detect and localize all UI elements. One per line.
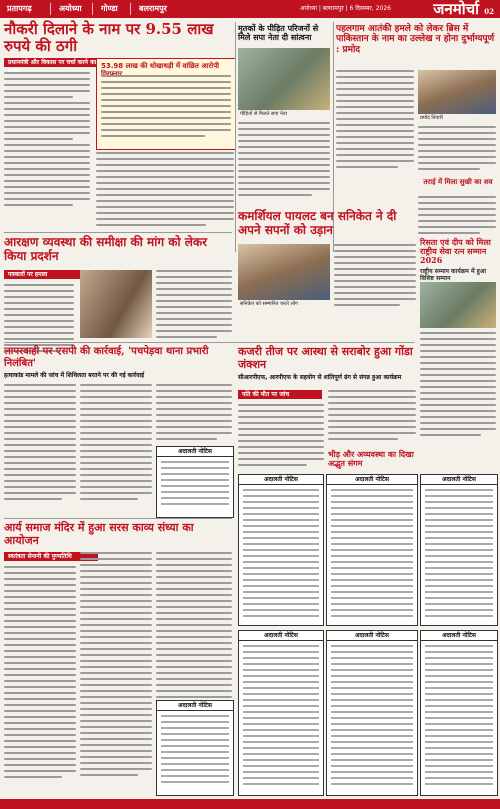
pahalgam-body: [336, 70, 414, 172]
pilot-photo: [238, 244, 330, 300]
lapar-headline: लापरवाही पर एसपी की कार्रवाई, 'पचपेड़वा थाना प्रभारी निलंबित': [4, 346, 209, 369]
court-notice: [326, 630, 418, 796]
court-notice-title: अदालती नोटिस: [421, 475, 497, 485]
court-notice: [420, 630, 498, 796]
seva-ratna-photo: [420, 282, 496, 328]
court-notice-title: अदालती नोटिस: [157, 701, 233, 711]
nav-item-balrampur[interactable]: बलरामपुर: [139, 4, 167, 13]
court-notice-title: अदालती नोटिस: [157, 447, 233, 457]
seva-ratna-sub: राष्ट्रीय सम्मान कार्यक्रम में हुआ विशिष्ट सम्मान: [420, 268, 486, 283]
pahalgam-headline: पहलगाम आतंकी हमले को लेकर ब्रिस में पाकिस्तान के नाम का उल्लेख न होना दुर्भाग्यपूर्ण : प्रमोद: [336, 24, 495, 55]
bhid-headline: भीड़ और अव्यवस्था का दिखा अद्भुत संगम: [328, 449, 414, 469]
court-notice-title: अदालती नोटिस: [421, 631, 497, 641]
nav-divider: [50, 3, 51, 15]
nav-divider: [130, 3, 131, 15]
seva-ratna-body: [420, 332, 496, 440]
arya-body-2: [80, 552, 152, 780]
pahalgam-photo: [418, 70, 496, 114]
tarai-body: [418, 196, 496, 238]
victims-headline: मृतकों के पीड़ित परिजनों से मिले सपा नेता दी सांत्वना: [238, 23, 319, 43]
lead-body-text-2: [96, 152, 234, 230]
top-nav-bar: [0, 0, 500, 18]
court-notice: [156, 446, 234, 518]
court-notice-title: अदालती नोटिस: [239, 475, 323, 485]
seva-ratna-headline: रिसता एवं दीप को मिला राष्ट्रीय सेवा रत्न सम्मान 2026: [420, 237, 491, 266]
victims-photo: [238, 48, 330, 110]
section-tag: प्रधानमंत्री और विकास पर चर्चा करने का: [4, 58, 98, 67]
gonda-body: [238, 404, 324, 470]
highlight-headline: 53.98 लाख की धोखाधड़ी में वांछित आरोपी: [101, 62, 219, 70]
pahalgam-body-2: [418, 126, 496, 174]
court-notice: [326, 474, 418, 626]
lapar-body-3: [156, 384, 232, 444]
lapar-body-2: [80, 384, 152, 504]
court-notice-title: अदालती नोटिस: [327, 631, 417, 641]
gonda-body-2: [328, 390, 416, 444]
column-rule: [235, 22, 236, 252]
section-tag: स्वतंत्रता सेनानी की पुण्यतिथि: [4, 552, 98, 561]
footer-bar: [0, 799, 500, 809]
pilot-caption: सनिकेत को सम्मानित करते लोग: [240, 301, 298, 307]
aarakshan-headline: आरक्षण व्यवस्था की समीक्षा की मांग को लेकर किया प्रदर्शन: [4, 235, 208, 263]
tarai-headline: तराई में मिला सुखी का शव: [423, 177, 493, 186]
nav-item-pratapgarh[interactable]: प्रतापगढ़: [7, 4, 32, 13]
protest-photo: [80, 270, 152, 338]
victims-caption: पीड़ितों से मिलते सपा नेता: [240, 111, 287, 117]
nav-item-ayodhya[interactable]: अयोध्या: [59, 4, 82, 13]
section-rule: [4, 232, 232, 233]
section-rule: [4, 518, 232, 519]
highlight-body: [101, 75, 231, 141]
court-notice: [420, 474, 498, 626]
section-rule: [4, 342, 414, 343]
arya-body: [4, 566, 76, 782]
nav-divider: [92, 3, 93, 15]
court-notice-title: अदालती नोटिस: [327, 475, 417, 485]
victims-body: [238, 122, 330, 200]
pahalgam-caption: प्रमोद तिवारी: [420, 115, 443, 121]
court-notice: [238, 630, 324, 796]
court-notice: [238, 474, 324, 626]
section-tag: पत्रकारों पर हमला: [4, 270, 88, 279]
section-tag: पति की मौत पर जांच: [238, 390, 322, 399]
lapar-body: [4, 384, 76, 504]
gonda-sub: सीआरपीएफ, आरपीएफ के सहयोग से शांतिपूर्ण ढंग से संपन्न हुआ कार्यक्रम: [238, 374, 402, 381]
aarakshan-body-2: [156, 270, 232, 342]
page-number: 02: [484, 7, 494, 16]
nav-item-gonda[interactable]: गोण्डा: [101, 4, 118, 13]
lead-body-text: [4, 72, 90, 210]
commercial-pilot-headline: कमर्शियल पायलट बन सनिकेत ने दी अपने सपनों को उड़ान: [238, 209, 397, 237]
gonda-headline: कजरी तीज पर आस्था से सराबोर हुआ गोंडा जंक्शन: [238, 345, 413, 371]
court-notice-title: अदालती नोटिस: [239, 631, 323, 641]
pilot-body: [334, 244, 416, 310]
lead-headline: नौकरी दिलाने के नाम पर 9.55 लाख रुपये की ठगी: [4, 20, 214, 56]
lapar-sub: हत्याकांड मामले की जांच में शिथिलता बरतने पर की गई कार्रवाई: [4, 372, 145, 379]
masthead-logo: जनमोर्चा 02: [433, 0, 494, 18]
arya-headline: आर्य समाज मंदिर में हुआ सरस काव्य संध्या का आयोजन: [4, 521, 194, 547]
dateline: अयोध्या | बलरामपुर | 6 दिसम्बर, 2026: [300, 5, 391, 12]
highlight-box: [96, 58, 236, 150]
court-notice: [156, 700, 234, 796]
